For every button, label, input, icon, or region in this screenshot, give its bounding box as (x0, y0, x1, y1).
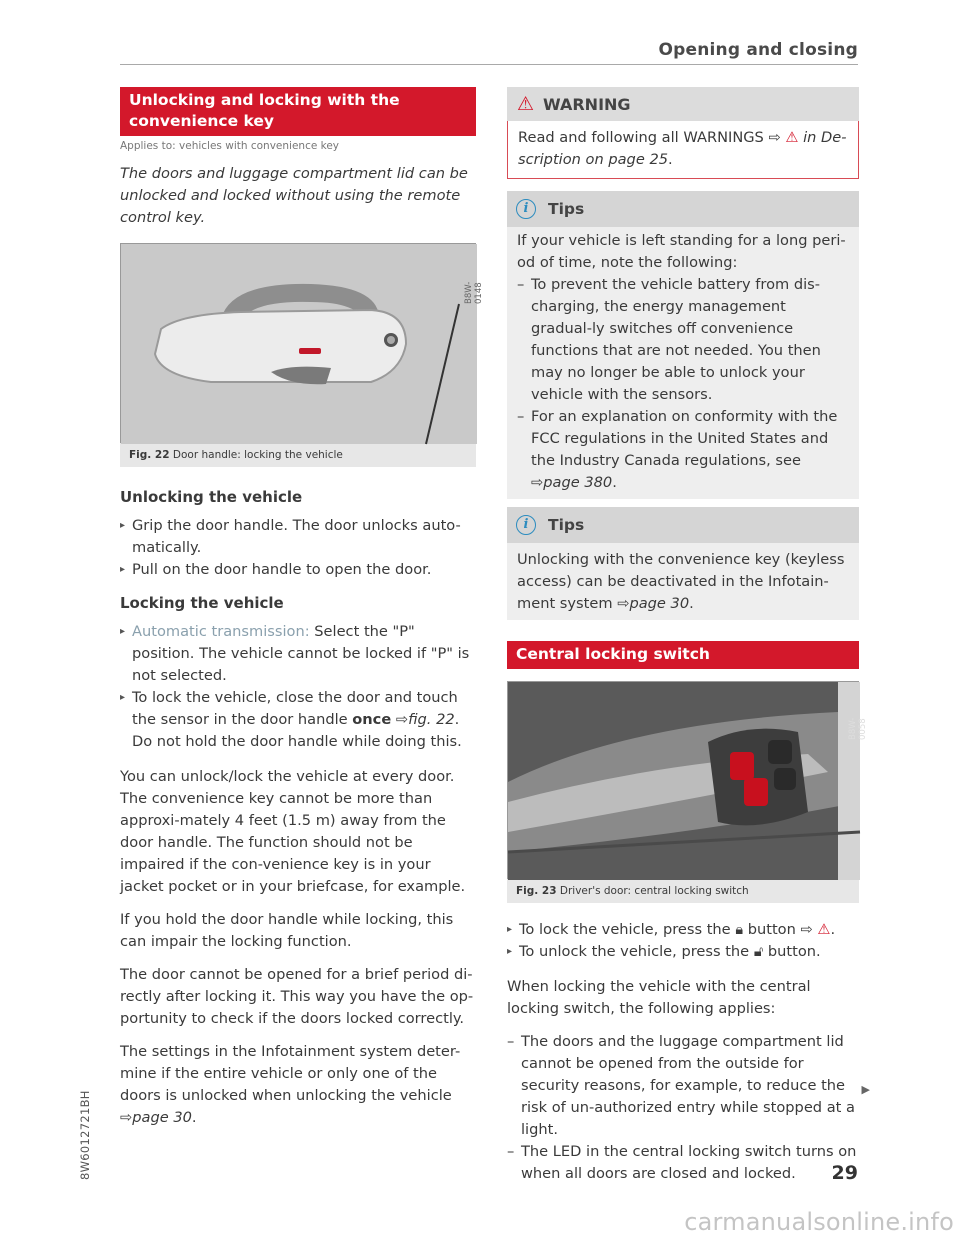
arrow-right-icon: ⇨ (617, 595, 630, 612)
fig-22-link-text: fig. 22 (408, 711, 455, 728)
tips-2-header (507, 507, 859, 543)
section-intro: The doors and luggage compartment lid can be unlocked and locked without using the remote control key. (120, 165, 468, 226)
page-number: 29 (831, 1162, 858, 1184)
warnings-link-text: in De-scription on page 25 (518, 129, 847, 168)
tips-1-list (517, 274, 849, 494)
effect-item-1: – The doors and the luggage compartment lid cannot be opened from the outside for security reasons, for example, to reduce the risk of un-authorized entry while stopped at a light. (507, 1031, 859, 1141)
page-30-link[interactable] (120, 1109, 192, 1126)
lock-button-step: ▸ To lock the vehicle, press the 🔒︎ button ⇨ ⚠. (507, 919, 859, 941)
arrow-right-icon: ⇨ (768, 129, 781, 146)
figure-22-code: B8W-0148 (464, 281, 484, 304)
tips-1-intro: If your vehicle is left standing for a long peri-od of time, note the following: (517, 232, 846, 271)
paragraph-range: You can unlock/lock the vehicle at every door. The convenience key cannot be more than approxi-mately 4 feet (1.5 m) away from the door handle. The function should not be impaired if the con-venience key is in your jacket pocket or in your briefcase, for example. (120, 768, 466, 895)
unlock-step-1: ▸ Grip the door handle. The door unlocks auto-matically. (120, 515, 476, 559)
unlock-icon: 🔓︎ (753, 943, 764, 960)
lock-steps (120, 621, 476, 753)
section-title-line-1: Unlocking and locking with the (129, 91, 400, 109)
tips-1-body (507, 227, 859, 499)
figure-23-code: B8W-0058 (848, 717, 868, 740)
warning-triangle-icon: ⚠ (785, 129, 799, 146)
continue-arrow-icon: ▶ (861, 1083, 870, 1096)
effect-item-2: – The LED in the central locking switch turns on when all doors are closed and locked. (507, 1141, 859, 1185)
left-column (120, 87, 484, 1129)
heading-locking: Locking the vehicle (120, 594, 284, 612)
lock-step-text-a: To lock the vehicle, press the (519, 921, 731, 938)
figure-22-label: Fig. 22 (129, 449, 170, 461)
tips-2-title: Tips (548, 516, 585, 534)
tips-1-header (507, 191, 859, 227)
paragraph-central-locking: When locking the vehicle with the central locking switch, the following applies: (507, 978, 811, 1017)
document-code: 8W6012721BH (78, 1090, 92, 1180)
paragraph-hold-warning: If you hold the door handle while locking, this can impair the locking function. (120, 911, 454, 950)
page-30-link-text: page 30 (629, 595, 690, 612)
page-380-link-text: page 380 (543, 474, 613, 491)
tips-2-body (507, 543, 859, 620)
warning-header (507, 87, 859, 121)
warning-triangle-icon: ⚠ (517, 93, 535, 115)
lock-step-2-text: To lock the vehicle, close the door and touch the sensor in the door handle (132, 689, 458, 728)
warning-link[interactable] (801, 921, 831, 938)
tips-2-text-body: Unlocking with the convenience key (keyless access) can be deactivated in the Infotain-ment system (517, 551, 845, 612)
unlock-button-step (507, 941, 859, 963)
page-header-title: Opening and closing (658, 40, 858, 60)
info-icon: i (516, 515, 536, 535)
section-title-central-locking: Central locking switch (507, 641, 859, 669)
unlock-step-text-b: button. (767, 943, 821, 960)
page-380-link[interactable] (531, 474, 612, 491)
arrow-right-icon: ⇨ (395, 711, 409, 728)
figure-23-caption-text: Driver's door: central locking switch (559, 885, 749, 897)
tips-1-title: Tips (548, 200, 585, 218)
warning-text: Read and following all WARNINGS (518, 129, 764, 146)
tips-2-text: Unlocking with the convenience key (keyless access) can be deactivated in the Infotain-ment system ⇨page 30. (517, 551, 845, 612)
arrow-right-icon: ⇨ (531, 474, 544, 491)
lock-step-1 (120, 621, 476, 687)
figure-22-image (120, 243, 484, 443)
warning-title: WARNING (543, 94, 631, 114)
unlock-step-text-a: To unlock the vehicle, press the (519, 943, 750, 960)
section-title-convenience-key (120, 87, 476, 136)
figure-23-image (507, 681, 868, 879)
tips-1-item-2: – For an explanation on conformity with the FCC regulations in the United States and the Industry Canada regulations, see ⇨page 380. (517, 406, 849, 494)
page-30-link[interactable] (617, 595, 689, 612)
arrow-right-icon: ⇨ (120, 1109, 133, 1126)
fig-22-link[interactable] (396, 711, 455, 728)
lock-step-2-tail: . Do not hold the door handle while doing this. (132, 711, 462, 750)
figure-22-caption (120, 443, 476, 467)
central-locking-effects (507, 1031, 859, 1185)
central-locking-steps (507, 919, 859, 963)
figure-23-caption (507, 879, 859, 903)
central-locking-switch-illustration (508, 682, 860, 880)
lock-icon: 🔒︎ (735, 921, 744, 938)
unlock-steps (120, 515, 476, 581)
figure-22-caption-text: Door handle: locking the vehicle (172, 449, 343, 461)
paragraph-brief-period: The door cannot be opened for a brief period di-rectly after locking it. This way you have the op-portunity to check if the doors locked correctly. (120, 966, 474, 1027)
heading-unlocking: Unlocking the vehicle (120, 488, 303, 506)
figure-23-label: Fig. 23 (516, 885, 557, 897)
header-divider (120, 64, 858, 65)
section-title-line-2: convenience key (129, 112, 274, 130)
arrow-right-icon: ⇨ (800, 921, 813, 938)
lock-step-2 (120, 687, 476, 753)
paragraph-infotainment-text: The settings in the Infotainment system deter-mine if the entire vehicle or only one of the doors is unlocked when unlocking the vehicle (120, 1043, 461, 1104)
warning-body: Read and following all WARNINGS ⇨ ⚠ in De-scription on page 25. (507, 121, 859, 179)
page-30-link-text: page 30 (132, 1109, 192, 1126)
applies-to-note: Applies to: vehicles with convenience key (120, 140, 340, 152)
warning-triangle-icon: ⚠ (817, 921, 831, 938)
paragraph-infotainment: The settings in the Infotainment system deter-mine if the entire vehicle or only one of the doors is unlocked when unlocking the vehicle ⇨page 30. (120, 1043, 461, 1126)
automatic-transmission-label: Automatic transmission: (132, 623, 310, 640)
right-column (507, 87, 868, 1185)
unlock-step-2: ▸ Pull on the door handle to open the door. (120, 559, 476, 581)
info-icon: i (516, 199, 536, 219)
lock-step-text-b: button (747, 921, 796, 938)
lock-step-2-emphasis: once (352, 711, 392, 728)
watermark: carmanualsonline.info (684, 1208, 954, 1236)
door-handle-illustration (121, 244, 477, 444)
lock-step-1-text: Select the "P" position. The vehicle cannot be locked if "P" is not selected. (132, 623, 470, 684)
tips-1-item-2-text: For an explanation on conformity with the FCC regulations in the United States and the Industry Canada regulations, see (531, 408, 838, 469)
tips-1-item-1: – To prevent the vehicle battery from dis-charging, the energy management gradual-ly switches off convenience functions that are not needed. You then may no longer be able to unlock your vehicle with the sensors. (517, 274, 849, 406)
